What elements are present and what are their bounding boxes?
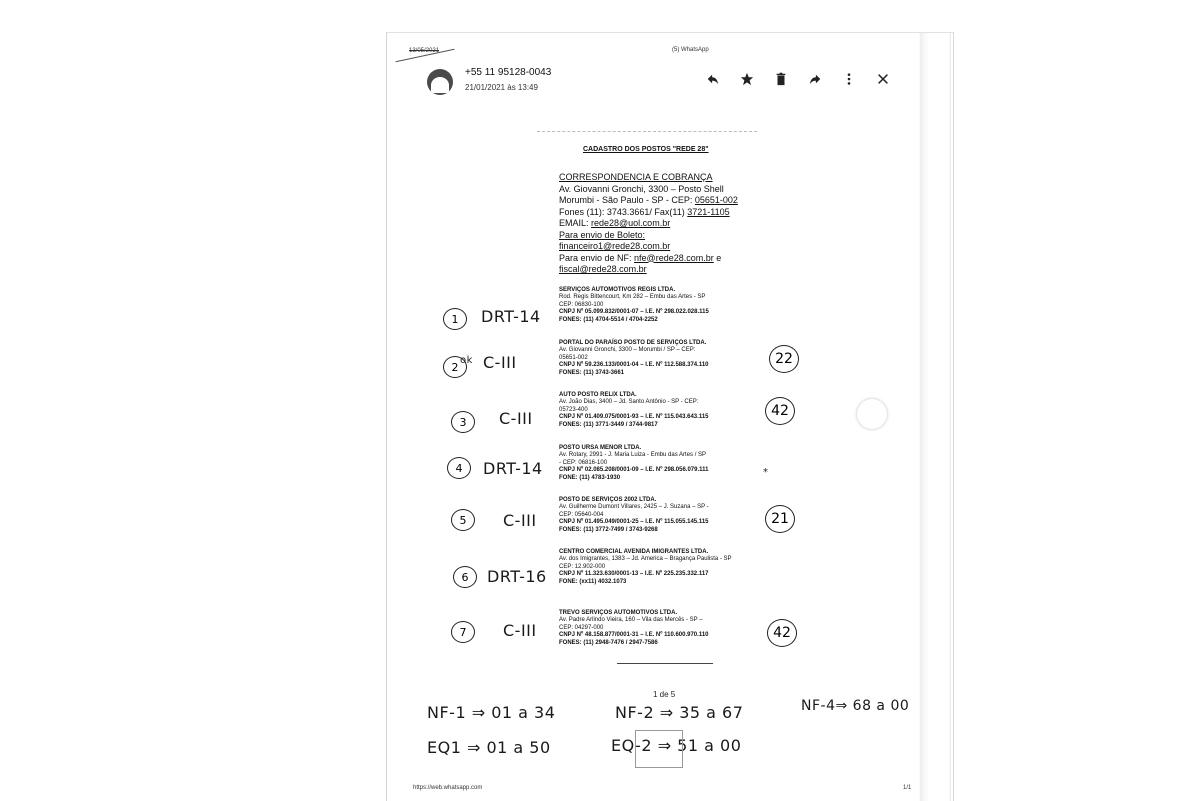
station-cep: 05723-400 <box>559 406 588 413</box>
email-line: EMAIL: rede28@uol.com.br <box>559 218 671 228</box>
handwritten-tag: C-III <box>503 621 537 640</box>
station-name: POSTO DE SERVIÇOS 2002 LTDA. <box>559 497 657 503</box>
station-cep: CEP: 05640-004 <box>559 511 604 518</box>
sender-number: +55 11 95128-0043 <box>465 67 552 78</box>
handwritten-badge: 21 <box>765 505 795 533</box>
close-icon[interactable] <box>875 71 891 87</box>
station-address: Rod. Regis Bittencourt, Km 282 – Embu das Artes - SP <box>559 294 706 301</box>
station-cnpj: CNPJ Nº 05.099.832/0001-07 – I.E. Nº 298.022.028.115 <box>559 309 709 316</box>
reply-icon[interactable] <box>705 71 721 87</box>
station-cep: CEP: 12.902-000 <box>559 563 606 570</box>
handwritten-row-number: 1 <box>443 308 467 330</box>
station-name: PORTAL DO PARAÍSO POSTO DE SERVIÇOS LTDA. <box>559 340 707 346</box>
handwritten-row-number: 6 <box>453 566 477 588</box>
station-cnpj: CNPJ Nº 01.495.049/0001-25 – I.E. Nº 115.055.145.115 <box>559 519 709 526</box>
boleto-email: financeiro1@rede28.com.br <box>559 241 671 251</box>
station-phones: FONE: (xx11) 4032.1073 <box>559 578 627 585</box>
document-title: CADASTRO DOS POSTOS "REDE 28" <box>583 146 709 153</box>
handwritten-row-number: 4 <box>447 457 471 479</box>
handwritten-row-number: 5 <box>451 509 475 531</box>
station-entry-5 <box>559 497 759 534</box>
handwritten-note-nf1: NF-1 ⇒ 01 a 34 <box>427 703 556 722</box>
station-cep: CEP: 04297-000 <box>559 624 604 631</box>
fax-value: 3721-1105 <box>687 206 730 217</box>
star-icon[interactable] <box>739 71 755 87</box>
station-entry-1 <box>559 287 759 324</box>
handwritten-tag: C-III <box>503 511 537 530</box>
station-address: Av. Giovanni Gronchi, 3300 – Morumbi / SP – CEP: <box>559 347 696 354</box>
station-cep: - CEP: 06816-100 <box>559 459 608 466</box>
handwritten-badge: 42 <box>767 619 797 647</box>
handwritten-note-eq1: EQ1 ⇒ 01 a 50 <box>427 738 551 757</box>
handwritten-note-nf2: NF-2 ⇒ 35 a 67 <box>615 703 744 722</box>
handwritten-ok-mark: ok <box>460 355 473 366</box>
station-address: Av. dos Imigrantes, 1383 – Jd. America – Bragança Paulista - SP <box>559 556 732 563</box>
print-page-count: 1/1 <box>903 785 912 791</box>
scroll-handle[interactable] <box>857 399 887 429</box>
correspondence-block <box>559 172 759 276</box>
fiscal-email: fiscal@rede28.com.br <box>559 264 647 274</box>
station-cnpj: CNPJ Nº 48.158.877/0001-31 – I.E. Nº 110.600.970.110 <box>559 632 709 639</box>
station-cnpj: CNPJ Nº 59.236.133/0001-04 – I.E. Nº 112.588.374.110 <box>559 362 709 369</box>
station-cnpj: CNPJ Nº 11.323.630/0001-13 – I.E. Nº 225.235.332.117 <box>559 571 709 578</box>
station-phones: FONES: (11) 4704-5514 / 4704-2252 <box>559 316 658 323</box>
station-entry-3 <box>559 392 759 429</box>
station-cnpj: CNPJ Nº 01.409.075/0001-93 – I.E. Nº 115.043.643.115 <box>559 414 709 421</box>
station-name: POSTO URSA MENOR LTDA. <box>559 445 642 451</box>
station-entry-7 <box>559 610 759 647</box>
handwritten-tag: C-III <box>483 353 517 372</box>
cep-value: 05651-002 <box>694 195 738 205</box>
address-line: Av. Giovanni Gronchi, 3300 – Posto Shell <box>559 183 724 194</box>
station-address: Av. João Dias, 3400 – Jd. Santo Antônio - SP - CEP: <box>559 399 699 406</box>
station-name: SERVIÇOS AUTOMOTIVOS REGIS LTDA. <box>559 287 676 293</box>
station-cep: 05651-002 <box>559 354 588 361</box>
station-phones: FONES: (11) 3771-3449 / 3744-9817 <box>559 421 658 428</box>
handwritten-tag: DRT-16 <box>487 567 547 586</box>
station-entry-4 <box>559 445 759 482</box>
station-address: Av. Padre Arlindo Vieira, 160 – Vila das Mercês - SP – <box>559 617 703 624</box>
page-indicator: 1 de 5 <box>653 690 676 699</box>
station-name: CENTRO COMERCIAL AVENIDA IMIGRANTES LTDA. <box>559 549 709 555</box>
more-icon[interactable] <box>841 71 857 87</box>
handwritten-badge: 22 <box>769 345 799 373</box>
message-toolbar <box>705 71 891 87</box>
scanned-page <box>386 32 954 801</box>
station-entry-6 <box>559 549 759 586</box>
print-url: https://web.whatsapp.com <box>413 785 483 791</box>
station-phones: FONES: (11) 3772-7499 / 3743-9268 <box>559 526 658 533</box>
handwritten-badge: 42 <box>765 397 795 425</box>
handwritten-row-number: 2 <box>443 356 467 378</box>
handwritten-note-nf4: NF-4⇒ 68 a 00 <box>801 698 910 714</box>
handwritten-tag: DRT-14 <box>481 307 541 326</box>
correspondence-heading: CORRESPONDENCIA E COBRANÇA <box>559 172 713 182</box>
email-value: rede28@uol.com.br <box>591 218 671 228</box>
handwritten-tag: DRT-14 <box>483 459 543 478</box>
station-phones: FONES: (11) 2948-7476 / 2947-7586 <box>559 639 658 646</box>
handwritten-star-mark: * <box>763 467 769 478</box>
page-scroll-edge <box>905 33 951 801</box>
eq2-highlight-box <box>635 730 683 768</box>
station-cep: CEP: 06830-100 <box>559 301 604 308</box>
handwritten-row-number: 7 <box>451 621 475 643</box>
avatar[interactable] <box>427 69 453 95</box>
print-title: (5) WhatsApp <box>672 47 709 53</box>
station-name: TREVO SERVIÇOS AUTOMOTIVOS LTDA. <box>559 610 678 616</box>
station-phones: FONE: (11) 4783-1930 <box>559 474 621 481</box>
station-address: Av. Rotary, 2991 - J. Maria Luiza - Embu das Artes / SP <box>559 452 707 459</box>
station-address: Av. Guilherme Dumont Villares, 2425 – J. Suzana – SP - <box>559 504 709 511</box>
bottom-divider <box>617 663 713 664</box>
address-line-2: Morumbi - São Paulo - SP - CEP: 05651-002 <box>559 195 738 205</box>
station-name: AUTO POSTO RELIX LTDA. <box>559 392 637 398</box>
station-cnpj: CNPJ Nº 02.085.208/0001-09 – I.E. Nº 298.056.079.111 <box>559 467 709 474</box>
nf-email: nfe@rede28.com.br <box>634 252 714 263</box>
forward-icon[interactable] <box>807 71 823 87</box>
handwritten-row-number: 3 <box>451 411 475 433</box>
print-date: 13/05/2021 <box>409 48 440 54</box>
delete-icon[interactable] <box>773 71 789 87</box>
message-timestamp: 21/01/2021 às 13:49 <box>465 83 538 92</box>
station-phones: FONES: (11) 3743-3661 <box>559 369 625 376</box>
station-entry-2 <box>559 340 759 377</box>
boleto-label: Para envio de Boleto: <box>559 229 646 240</box>
nf-line: Para envio de NF: nfe@rede28.com.br e <box>559 252 722 263</box>
top-divider <box>537 131 757 132</box>
phones-line: Fones (11): 3743.3661/ Fax(11) 3721-1105 <box>559 206 730 217</box>
handwritten-tag: C-III <box>499 409 533 428</box>
handwritten-note-eq2: EQ-2 ⇒ 51 a 00 <box>611 736 742 755</box>
